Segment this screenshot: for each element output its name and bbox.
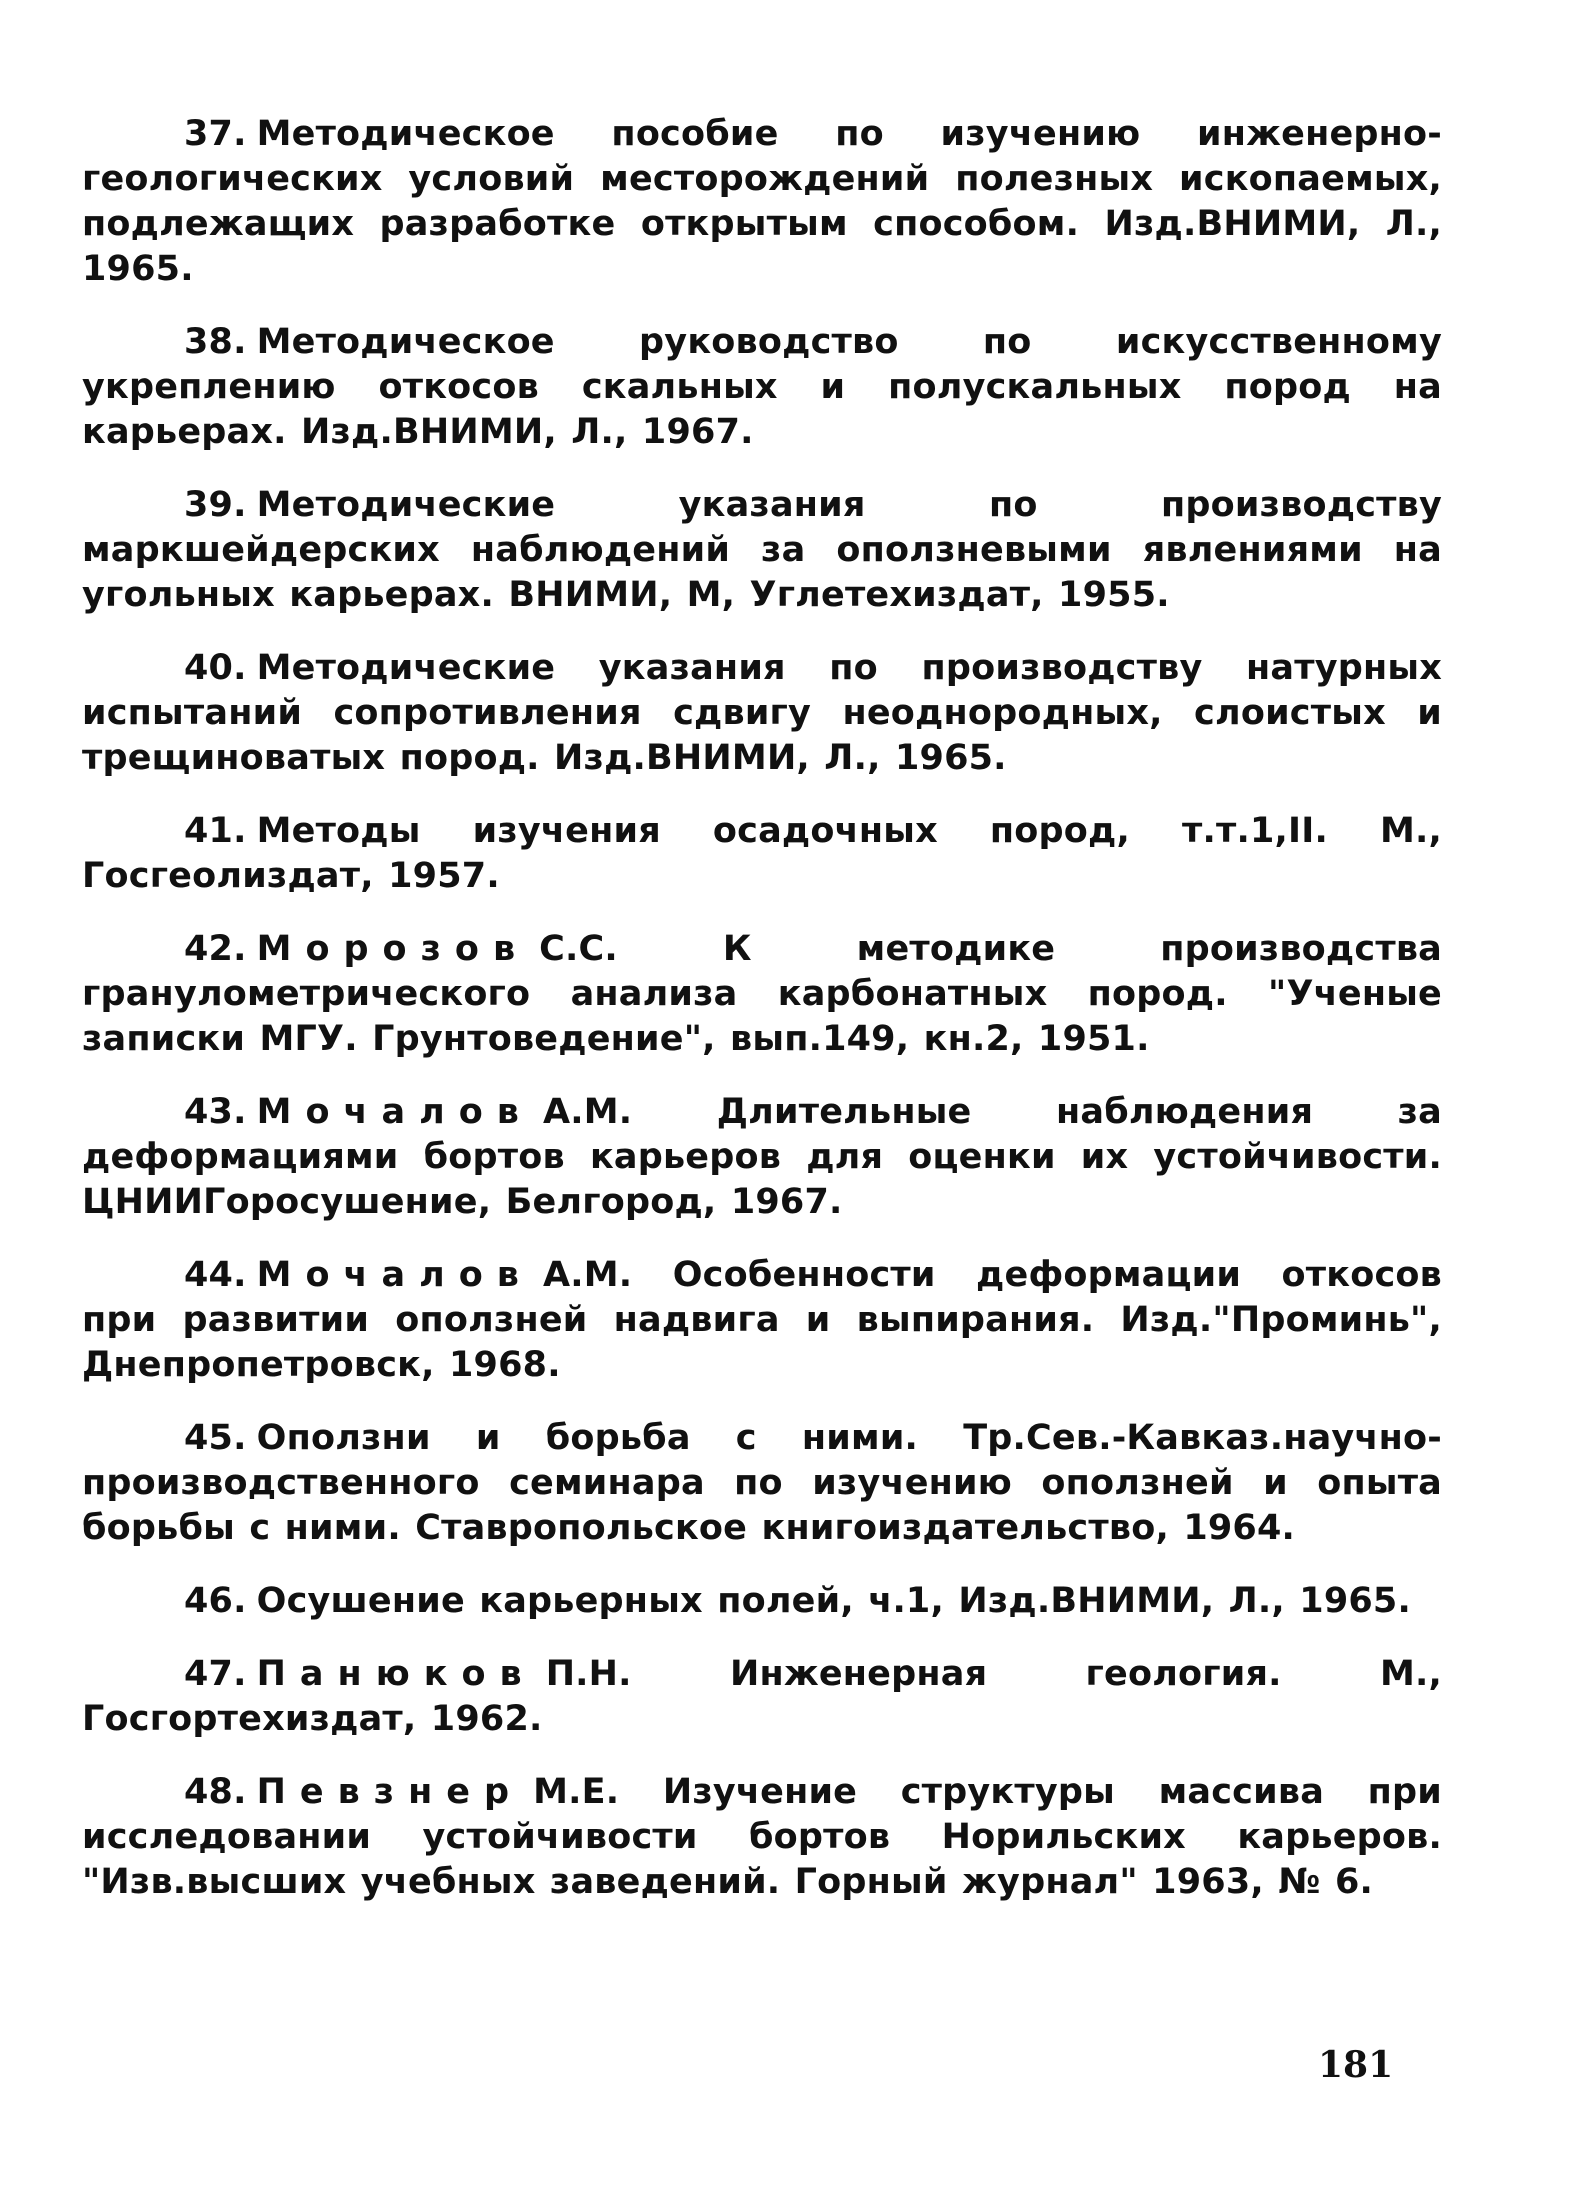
- reference-item: [82, 1090, 1442, 1225]
- reference-item: [82, 483, 1442, 618]
- reference-number: 47.: [184, 1654, 247, 1694]
- reference-number: 46.: [184, 1581, 247, 1621]
- reference-item: [82, 927, 1442, 1062]
- reference-number: 45.: [184, 1418, 247, 1458]
- reference-text: Оползни и борьба с ними. Тр.Сев.-Кавказ.научно-производственного семинара по изучению оползней и опыта борьбы с ними. Ставропольское книгоиздательство, 1964.: [82, 1418, 1442, 1548]
- reference-item: [82, 112, 1442, 292]
- reference-item: [82, 1579, 1442, 1624]
- reference-item: [82, 646, 1442, 781]
- reference-text: П.Н. Инженерная геология. М., Госгортехиздат, 1962.: [82, 1654, 1442, 1739]
- reference-author: Певзнер: [256, 1772, 524, 1812]
- reference-number: 44.: [184, 1255, 247, 1295]
- reference-author: Морозов: [256, 929, 530, 969]
- reference-item: [82, 1416, 1442, 1551]
- reference-number: 48.: [184, 1772, 247, 1812]
- reference-item: [82, 1652, 1442, 1742]
- reference-text: Методическое пособие по изучению инженерно-геологических условий месторождений полезных ископаемых, подлежащих разработке открытым способом. Изд.ВНИМИ, Л., 1965.: [82, 114, 1442, 289]
- reference-number: 41.: [184, 811, 247, 851]
- page-number: 181: [1318, 2044, 1394, 2086]
- reference-author: Мочалов: [256, 1255, 533, 1295]
- reference-item: [82, 809, 1442, 899]
- reference-text: Методы изучения осадочных пород, т.т.1,II. М., Госгеолиздат, 1957.: [82, 811, 1442, 896]
- reference-text: Методические указания по производству маркшейдерских наблюдений за оползневыми явлениями на угольных карьерах. ВНИМИ, М, Углетехиздат, 1955.: [82, 485, 1442, 615]
- reference-author: Панюков: [256, 1654, 536, 1694]
- reference-list: [82, 112, 1442, 1933]
- reference-text: М.Е. Изучение структуры массива при исследовании устойчивости бортов Норильских карьеров. "Изв.высших учебных заведений. Горный журнал" 1963, № 6.: [82, 1772, 1442, 1902]
- reference-text: А.М. Особенности деформации откосов при развитии оползней надвига и выпирания. Изд."Проминь", Днепропетровск, 1968.: [82, 1255, 1442, 1385]
- reference-number: 37.: [184, 114, 247, 154]
- reference-text: Методическое руководство по искусственному укреплению откосов скальных и полускальных пород на карьерах. Изд.ВНИМИ, Л., 1967.: [82, 322, 1442, 452]
- reference-text: Осушение карьерных полей, ч.1, Изд.ВНИМИ, Л., 1965.: [256, 1581, 1411, 1621]
- reference-text: С.С. К методике производства гранулометрического анализа карбонатных пород. "Ученые записки МГУ. Грунтоведение", вып.149, кн.2, 1951.: [82, 929, 1442, 1059]
- reference-item: [82, 1770, 1442, 1905]
- reference-text: Методические указания по производству натурных испытаний сопротивления сдвигу неоднородных, слоистых и трещиноватых пород. Изд.ВНИМИ, Л., 1965.: [82, 648, 1442, 778]
- reference-number: 43.: [184, 1092, 247, 1132]
- reference-number: 38.: [184, 322, 247, 362]
- reference-number: 42.: [184, 929, 247, 969]
- reference-number: 40.: [184, 648, 247, 688]
- reference-item: [82, 320, 1442, 455]
- reference-author: Мочалов: [256, 1092, 533, 1132]
- reference-number: 39.: [184, 485, 247, 525]
- reference-text: А.М. Длительные наблюдения за деформациями бортов карьеров для оценки их устойчивости. ЦНИИГоросушение, Белгород, 1967.: [82, 1092, 1442, 1222]
- reference-item: [82, 1253, 1442, 1388]
